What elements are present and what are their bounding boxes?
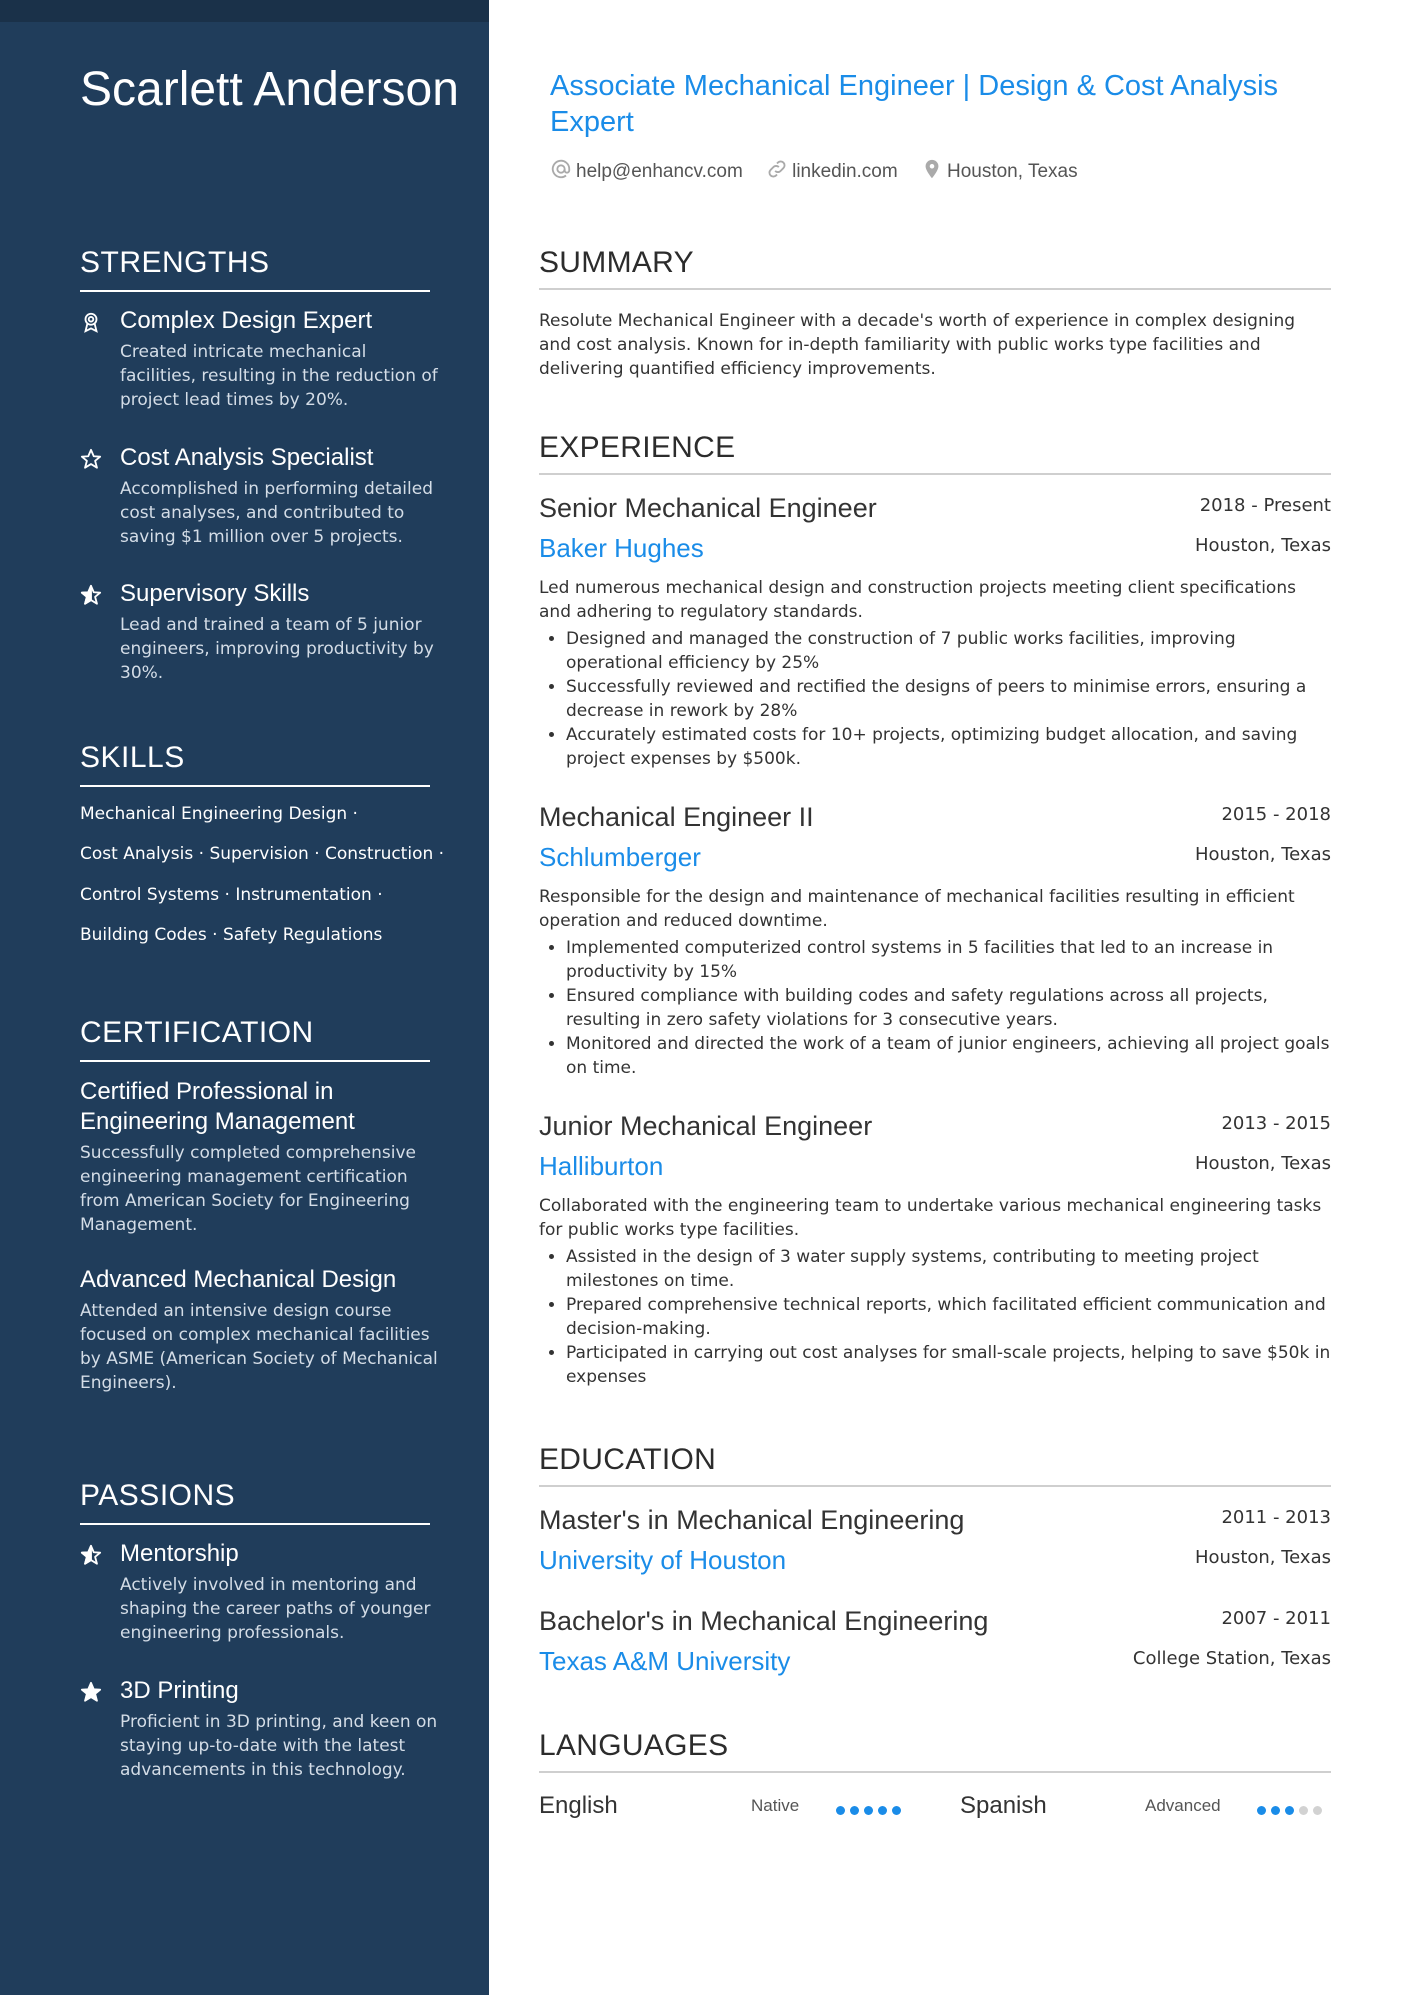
proficiency-dot-filled [1271, 1806, 1280, 1815]
proficiency-dot-filled [1285, 1806, 1294, 1815]
proficiency-dot-filled [1257, 1806, 1266, 1815]
education-school: Texas A&M University [539, 1646, 791, 1676]
strength-desc: Accomplished in performing detailed cost analyses, and contributed to saving $1 million over 5 projects. [120, 479, 434, 547]
experience-heading: EXPERIENCE [539, 430, 1331, 475]
strength-title [80, 580, 440, 608]
contact-bar [550, 158, 1096, 183]
location-pin-icon [921, 158, 943, 180]
summary-text: Resolute Mechanical Engineer with a decade's worth of experience in complex designing and cost analysis. Known for in-depth familiarity with public works type facilities and delivering quantified efficiency improvements. [539, 311, 1296, 379]
sidebar-top-bar [0, 0, 489, 22]
job-dates: 2013 - 2015 [1221, 1113, 1331, 1134]
passions-heading: PASSIONS [80, 1478, 430, 1525]
certification-title: Advanced Mechanical Design [80, 1266, 397, 1293]
education-dates: 2007 - 2011 [1221, 1608, 1331, 1629]
job-dates: 2018 - Present [1199, 495, 1331, 516]
passion-desc: Actively involved in mentoring and shaping the career paths of younger engineering professionals. [120, 1575, 431, 1643]
education-degree: Master's in Mechanical Engineering [539, 1505, 965, 1535]
strength-title [80, 444, 440, 472]
passion-item [80, 1677, 440, 1782]
star-half-icon [80, 584, 102, 606]
skill-row: Mechanical Engineering Design · [80, 804, 358, 824]
star-half-icon [80, 1544, 102, 1566]
passion-title-text: Mentorship [120, 1540, 239, 1567]
skills-heading: SKILLS [80, 740, 430, 787]
job-intro: Responsible for the design and maintenance of mechanical facilities resulting in efficient operation and reduced downtime. [539, 887, 1295, 931]
certification-item [80, 1077, 440, 1237]
language-level: Native [751, 1796, 800, 1815]
language-proficiency-dots [1257, 1802, 1327, 1820]
job-bullet: • Assisted in the design of 3 water supply systems, contributing to meeting project milestones on time. [566, 1245, 1331, 1293]
proficiency-dot-filled [878, 1806, 887, 1815]
education-location: Houston, Texas [1194, 1547, 1331, 1568]
proficiency-dot-empty [1313, 1806, 1322, 1815]
skill-row: Cost Analysis · Supervision · Construction · [80, 844, 445, 864]
contact-location [921, 158, 1078, 183]
contact-location-text: Houston, Texas [946, 161, 1078, 182]
strength-title-text: Complex Design Expert [120, 307, 373, 334]
language-item [960, 1792, 1331, 1820]
job-entry [539, 799, 1331, 1080]
job-intro: Collaborated with the engineering team to undertake various mechanical engineering tasks for public works type facilities. [539, 1196, 1322, 1240]
certification-desc: Attended an intensive design course focused on complex mechanical facilities by ASME (American Society of Mechanical Engineers). [80, 1301, 438, 1393]
job-company: Baker Hughes [539, 533, 704, 563]
language-name: Spanish [960, 1792, 1047, 1819]
job-dates: 2015 - 2018 [1221, 804, 1331, 825]
summary-heading: SUMMARY [539, 245, 1331, 290]
star-outline-icon [80, 448, 102, 470]
proficiency-dot-filled [850, 1806, 859, 1815]
job-bullets [539, 1245, 1331, 1389]
proficiency-dot-filled [892, 1806, 901, 1815]
contact-linkedin-text: linkedin.com [792, 161, 898, 182]
job-entry [539, 1108, 1331, 1389]
language-level: Advanced [1145, 1796, 1221, 1815]
passion-desc: Proficient in 3D printing, and keen on staying up-to-date with the latest advancements in this technology. [120, 1712, 438, 1780]
strength-title [80, 307, 440, 335]
skill-row: Control Systems · Instrumentation · [80, 885, 383, 905]
skill-row: Building Codes · Safety Regulations [80, 925, 383, 945]
education-dates: 2011 - 2013 [1221, 1507, 1331, 1528]
strength-desc: Created intricate mechanical facilities, resulting in the reduction of project lead times by 20%. [120, 342, 438, 410]
job-bullet: • Monitored and directed the work of a team of junior engineers, achieving all project goals on time. [566, 1032, 1331, 1080]
job-company: Halliburton [539, 1151, 664, 1181]
language-proficiency-dots [836, 1802, 906, 1820]
certification-heading: CERTIFICATION [80, 1015, 430, 1062]
proficiency-dot-empty [1299, 1806, 1308, 1815]
passion-title [80, 1540, 440, 1568]
at-icon [550, 158, 572, 180]
job-bullet: • Participated in carrying out cost analyses for small-scale projects, helping to save $50k in expenses [566, 1341, 1331, 1389]
language-item [539, 1792, 919, 1820]
proficiency-dot-filled [864, 1806, 873, 1815]
award-icon [80, 311, 102, 333]
link-icon [766, 158, 788, 180]
job-location: Houston, Texas [1194, 535, 1331, 556]
education-degree: Bachelor's in Mechanical Engineering [539, 1606, 989, 1636]
strength-title-text: Supervisory Skills [120, 580, 310, 607]
job-bullet: • Implemented computerized control systems in 5 facilities that led to an increase in productivity by 15% [566, 936, 1331, 984]
passion-title [80, 1677, 440, 1705]
strength-item [80, 580, 440, 685]
job-bullet: • Ensured compliance with building codes and safety regulations across all projects, resulting in zero safety violations for 3 consecutive years. [566, 984, 1331, 1032]
education-location: College Station, Texas [1132, 1648, 1331, 1669]
education-school: University of Houston [539, 1545, 787, 1575]
education-entry [539, 1502, 1331, 1582]
strength-item [80, 307, 440, 412]
certification-item [80, 1265, 440, 1395]
strength-item [80, 444, 440, 549]
job-bullet: • Successfully reviewed and rectified the designs of peers to minimise errors, ensuring a decrease in rework by 28% [566, 675, 1331, 723]
contact-linkedin[interactable] [766, 158, 898, 183]
job-bullet: • Prepared comprehensive technical reports, which facilitated efficient communication and decision-making. [566, 1293, 1331, 1341]
job-entry [539, 490, 1331, 771]
job-bullets [539, 936, 1331, 1080]
job-role: Junior Mechanical Engineer [539, 1111, 873, 1141]
strength-desc: Lead and trained a team of 5 junior engineers, improving productivity by 30%. [120, 615, 434, 683]
certification-desc: Successfully completed comprehensive engineering management certification from American Society for Engineering Management. [80, 1143, 416, 1235]
job-location: Houston, Texas [1194, 1153, 1331, 1174]
education-heading: EDUCATION [539, 1442, 1331, 1487]
candidate-name: Scarlett Anderson [80, 63, 459, 116]
sidebar [0, 0, 489, 1995]
languages-heading: LANGUAGES [539, 1728, 1331, 1773]
passion-title-text: 3D Printing [120, 1677, 239, 1704]
job-role: Mechanical Engineer II [539, 802, 814, 832]
job-bullet: • Designed and managed the construction of 7 public works facilities, improving operational efficiency by 25% [566, 627, 1331, 675]
headline: Associate Mechanical Engineer | Design & Cost Analysis Expert [550, 70, 1279, 138]
proficiency-dot-filled [836, 1806, 845, 1815]
job-company: Schlumberger [539, 842, 701, 872]
passion-item [80, 1540, 440, 1645]
contact-email-text: help@enhancv.com [576, 161, 743, 182]
job-bullet: • Accurately estimated costs for 10+ projects, optimizing budget allocation, and saving project expenses by $500k. [566, 723, 1331, 771]
contact-email[interactable] [550, 158, 743, 183]
education-entry [539, 1603, 1331, 1683]
job-intro: Led numerous mechanical design and construction projects meeting client specifications and adhering to regulatory standards. [539, 578, 1296, 622]
star-filled-icon [80, 1681, 102, 1703]
job-bullets [539, 627, 1331, 771]
strength-title-text: Cost Analysis Specialist [120, 444, 374, 471]
job-role: Senior Mechanical Engineer [539, 493, 877, 523]
job-location: Houston, Texas [1194, 844, 1331, 865]
certification-title: Certified Professional in Engineering Management [80, 1078, 355, 1135]
language-name: English [539, 1792, 618, 1819]
strengths-heading: STRENGTHS [80, 245, 430, 292]
